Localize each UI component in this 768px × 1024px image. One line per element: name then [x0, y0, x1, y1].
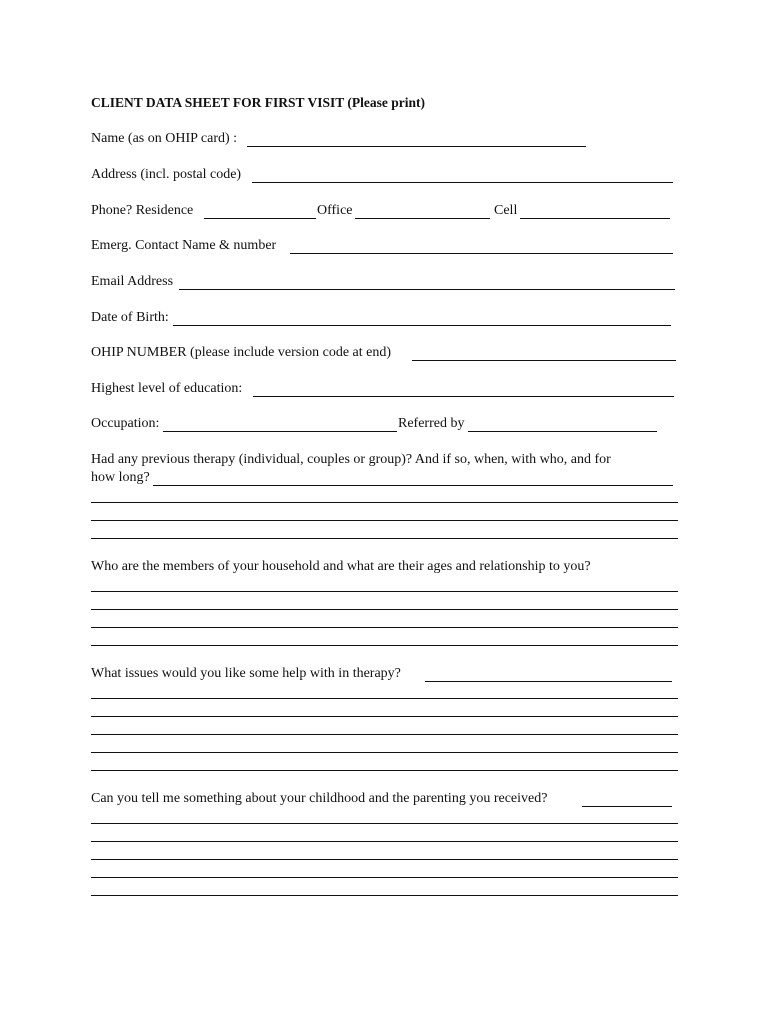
email-field[interactable] — [179, 289, 675, 290]
issues-answer-line[interactable] — [91, 716, 678, 717]
household-question: Who are the members of your household and what are their ages and relationship to you? — [91, 559, 591, 574]
cell-label: Cell — [494, 203, 518, 218]
residence-phone-field[interactable] — [204, 218, 316, 219]
email-label: Email Address — [91, 274, 174, 289]
issues-answer-line[interactable] — [91, 752, 678, 753]
education-label: Highest level of education: — [91, 381, 243, 396]
childhood-answer-line[interactable] — [91, 841, 678, 842]
therapy-answer-line[interactable] — [153, 485, 673, 486]
issues-answer-line[interactable] — [91, 734, 678, 735]
childhood-answer-line[interactable] — [582, 806, 672, 807]
childhood-answer-line[interactable] — [91, 823, 678, 824]
therapy-question-line2: how long? — [91, 470, 150, 485]
office-phone-field[interactable] — [355, 218, 490, 219]
occupation-field[interactable] — [163, 431, 397, 432]
household-answer-line[interactable] — [91, 591, 678, 592]
referred-by-label: Referred by — [398, 416, 465, 431]
name-label: Name (as on OHIP card) : — [91, 131, 238, 146]
issues-answer-line[interactable] — [425, 681, 672, 682]
cell-phone-field[interactable] — [520, 218, 670, 219]
household-answer-line[interactable] — [91, 645, 678, 646]
ohip-label: OHIP NUMBER (please include version code at end) — [91, 345, 392, 360]
name-field[interactable] — [247, 146, 586, 147]
issues-answer-line[interactable] — [91, 698, 678, 699]
ohip-field[interactable] — [412, 360, 676, 361]
dob-label: Date of Birth: — [91, 310, 169, 325]
address-label: Address (incl. postal code) — [91, 167, 242, 182]
childhood-question: Can you tell me something about your childhood and the parenting you received? — [91, 791, 548, 806]
emergency-contact-field[interactable] — [290, 253, 673, 254]
issues-question: What issues would you like some help with in therapy? — [91, 666, 401, 681]
therapy-answer-line[interactable] — [91, 520, 678, 521]
childhood-answer-line[interactable] — [91, 895, 678, 896]
referred-by-field[interactable] — [468, 431, 657, 432]
dob-field[interactable] — [173, 325, 671, 326]
emergency-contact-label: Emerg. Contact Name & number — [91, 238, 277, 253]
household-answer-line[interactable] — [91, 627, 678, 628]
form-title: CLIENT DATA SHEET FOR FIRST VISIT (Please print) — [91, 95, 425, 110]
household-answer-line[interactable] — [91, 609, 678, 610]
therapy-answer-line[interactable] — [91, 502, 678, 503]
education-field[interactable] — [253, 396, 674, 397]
address-field[interactable] — [252, 182, 673, 183]
therapy-answer-line[interactable] — [91, 538, 678, 539]
childhood-answer-line[interactable] — [91, 859, 678, 860]
therapy-question-line1: Had any previous therapy (individual, couples or group)? And if so, when, with who, and for — [91, 452, 611, 467]
issues-answer-line[interactable] — [91, 770, 678, 771]
occupation-label: Occupation: — [91, 416, 160, 431]
childhood-answer-line[interactable] — [91, 877, 678, 878]
phone-residence-label: Phone? Residence — [91, 203, 194, 218]
office-label: Office — [317, 203, 353, 218]
